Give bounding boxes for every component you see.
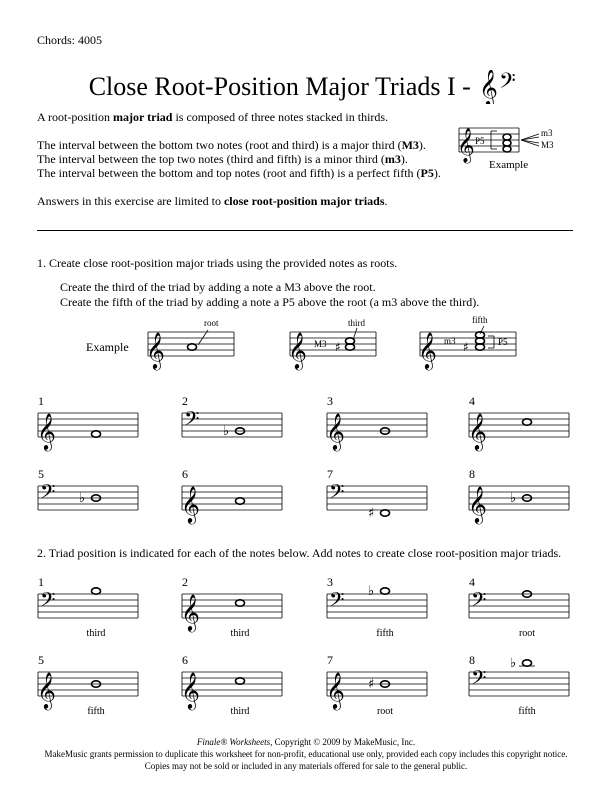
note-head bbox=[503, 140, 511, 146]
treble-clef-icon: 𝄞 bbox=[418, 331, 437, 369]
intro-line-3: The interval between the top two notes (third and fifth) is a minor third (m3). bbox=[37, 152, 408, 166]
intro-line-2: The interval between the bottom two notes (root and third) is a major third (M3). bbox=[37, 138, 426, 152]
svg-text:𝄞: 𝄞 bbox=[479, 70, 499, 105]
flat-icon: ♭ bbox=[368, 584, 375, 599]
example-third-label: third bbox=[348, 318, 365, 328]
bass-clef-icon: 𝄢 bbox=[40, 480, 56, 508]
triad-position-label: fifth bbox=[87, 706, 105, 717]
exercise-staff[interactable] bbox=[37, 394, 146, 459]
side-p5-label: P5 bbox=[475, 136, 485, 146]
exercise-number: 1 bbox=[38, 394, 44, 408]
footer-line-1: Finale® Worksheets, Copyright © 2009 by MakeMusic, Inc. bbox=[196, 737, 416, 747]
bass-clef-icon: 𝄢 bbox=[184, 407, 200, 435]
side-example-staff bbox=[459, 118, 579, 173]
note-head bbox=[381, 510, 390, 516]
title-text: Close Root-Position Major Triads I - bbox=[88, 72, 471, 102]
exercise-staff[interactable] bbox=[327, 467, 435, 532]
sharp-icon: ♯ bbox=[368, 677, 375, 692]
exercise-staff[interactable] bbox=[327, 575, 435, 640]
exercise-staff[interactable] bbox=[326, 394, 435, 459]
exercise-staff[interactable] bbox=[181, 653, 290, 718]
bass-clef-icon: 𝄢 bbox=[471, 666, 487, 694]
footer bbox=[0, 736, 612, 772]
treble-and-bass-clef-icon bbox=[477, 70, 523, 104]
flat-icon: ♭ bbox=[510, 656, 517, 671]
section-1-heading: 1. Create close root-position major triads using the provided notes as roots. bbox=[37, 256, 398, 270]
example-P5-label: P5 bbox=[498, 337, 508, 347]
exercise-number: 7 bbox=[327, 653, 333, 667]
flat-icon: ♭ bbox=[79, 491, 86, 506]
sharp-icon: ♯ bbox=[463, 340, 469, 354]
section-1-instruction-1: Create the third of the triad by adding a note a M3 above the root. bbox=[60, 280, 376, 294]
note-head bbox=[236, 498, 245, 504]
exercise-staff[interactable] bbox=[181, 467, 290, 532]
sharp-icon: ♯ bbox=[368, 506, 375, 521]
example-M3-label: M3 bbox=[314, 339, 327, 349]
exercise-number: 2 bbox=[182, 394, 188, 408]
example-staff-fifth bbox=[418, 315, 550, 369]
bass-clef-icon: 𝄢 bbox=[329, 480, 345, 508]
exercise-staff[interactable] bbox=[326, 653, 435, 718]
exercise-number: 8 bbox=[469, 467, 475, 481]
divider bbox=[37, 230, 573, 231]
exercise-number: 5 bbox=[38, 653, 44, 667]
exercise-staff[interactable] bbox=[468, 394, 577, 459]
treble-clef-icon: 𝄞 bbox=[457, 128, 475, 163]
bass-clef-icon: 𝄢 bbox=[40, 588, 56, 616]
treble-clef-icon: 𝄞 bbox=[181, 593, 200, 631]
example-m3-label: m3 bbox=[444, 336, 456, 346]
footer-line-2: MakeMusic grants permission to duplicate this worksheet for non-profit, educational use only, provided each copy includes this copyright notice. bbox=[44, 749, 568, 759]
exercise-staff[interactable] bbox=[38, 575, 146, 640]
side-example-caption: Example bbox=[489, 159, 529, 171]
treble-clef-icon: 𝄞 bbox=[326, 412, 345, 450]
section-2-heading: 2. Triad position is indicated for each of the notes below. Add notes to create close root-position major triads. bbox=[37, 546, 562, 560]
treble-clef-icon: 𝄞 bbox=[181, 671, 200, 709]
exercise-number: 4 bbox=[469, 575, 475, 589]
bass-clef-icon: 𝄢 bbox=[329, 588, 345, 616]
exercise-number: 6 bbox=[182, 467, 188, 481]
exercise-number: 5 bbox=[38, 467, 44, 481]
exercise-staff[interactable] bbox=[37, 653, 146, 718]
treble-clef-icon: 𝄞 bbox=[37, 412, 56, 450]
side-m3-label: m3 bbox=[541, 128, 553, 138]
exercise-number: 4 bbox=[469, 394, 475, 408]
exercise-staff[interactable] bbox=[182, 394, 290, 459]
treble-clef-icon: 𝄞 bbox=[468, 412, 487, 450]
intro-line-1: A root-position major triad is composed of three notes stacked in thirds. bbox=[37, 110, 389, 124]
triad-position-label: third bbox=[86, 628, 106, 639]
flat-icon: ♭ bbox=[510, 491, 517, 506]
note-head bbox=[381, 588, 390, 594]
exercise-number: 1 bbox=[38, 575, 44, 589]
exercise-staff[interactable] bbox=[469, 653, 577, 718]
exercise-staff[interactable] bbox=[469, 575, 577, 640]
exercise-number: 8 bbox=[469, 653, 475, 667]
footer-line-3: Copies may not be sold or included in any materials offered for sale to the general public. bbox=[144, 761, 468, 771]
section-1-instruction-2: Create the fifth of the triad by adding a note a P5 above the root (a m3 above the third). bbox=[60, 295, 480, 309]
triad-position-label: fifth bbox=[518, 706, 536, 717]
exercise-number: 3 bbox=[327, 575, 333, 589]
note-head bbox=[503, 134, 511, 140]
flat-icon: ♭ bbox=[223, 424, 230, 439]
treble-clef-icon: 𝄞 bbox=[146, 331, 165, 369]
side-M3-label: M3 bbox=[541, 140, 554, 150]
intro-line-4: The interval between the bottom and top notes (root and fifth) is a perfect fifth (P5). bbox=[37, 166, 441, 180]
svg-text:𝄢: 𝄢 bbox=[499, 70, 517, 100]
triad-position-label: fifth bbox=[376, 628, 394, 639]
sharp-icon: ♯ bbox=[335, 340, 341, 354]
note-head bbox=[503, 146, 511, 152]
example-fifth-label: fifth bbox=[472, 315, 488, 325]
note-head bbox=[523, 419, 532, 425]
exercise-number: 6 bbox=[182, 653, 188, 667]
exercise-number: 2 bbox=[182, 575, 188, 589]
note-head bbox=[92, 431, 101, 437]
exercise-number: 3 bbox=[327, 394, 333, 408]
triad-position-label: root bbox=[518, 628, 536, 639]
treble-clef-icon: 𝄞 bbox=[37, 671, 56, 709]
example-root-label: root bbox=[204, 318, 219, 328]
treble-clef-icon: 𝄞 bbox=[326, 671, 345, 709]
note-head bbox=[523, 660, 532, 666]
note-head bbox=[188, 344, 197, 350]
intro-line-5: Answers in this exercise are limited to close root-position major triads. bbox=[37, 194, 388, 208]
worksheet-code: Chords: 4005 bbox=[37, 33, 103, 47]
note-head bbox=[236, 600, 245, 606]
page-title bbox=[0, 70, 612, 104]
example-staff-root bbox=[146, 318, 244, 369]
example-staff-third bbox=[288, 318, 386, 369]
note-head bbox=[236, 678, 245, 684]
example-label: Example bbox=[86, 340, 129, 354]
exercise-number: 7 bbox=[327, 467, 333, 481]
treble-clef-icon: 𝄞 bbox=[181, 485, 200, 523]
triad-position-label: third bbox=[230, 706, 250, 717]
triad-position-label: root bbox=[376, 706, 394, 717]
treble-clef-icon: 𝄞 bbox=[468, 485, 487, 523]
triad-position-label: third bbox=[230, 628, 250, 639]
bass-clef-icon: 𝄢 bbox=[471, 588, 487, 616]
note-head bbox=[92, 588, 101, 594]
exercise-staff[interactable] bbox=[181, 575, 290, 640]
exercise-staff[interactable] bbox=[38, 467, 146, 532]
treble-clef-icon: 𝄞 bbox=[288, 331, 307, 369]
exercise-staff[interactable] bbox=[468, 467, 577, 532]
